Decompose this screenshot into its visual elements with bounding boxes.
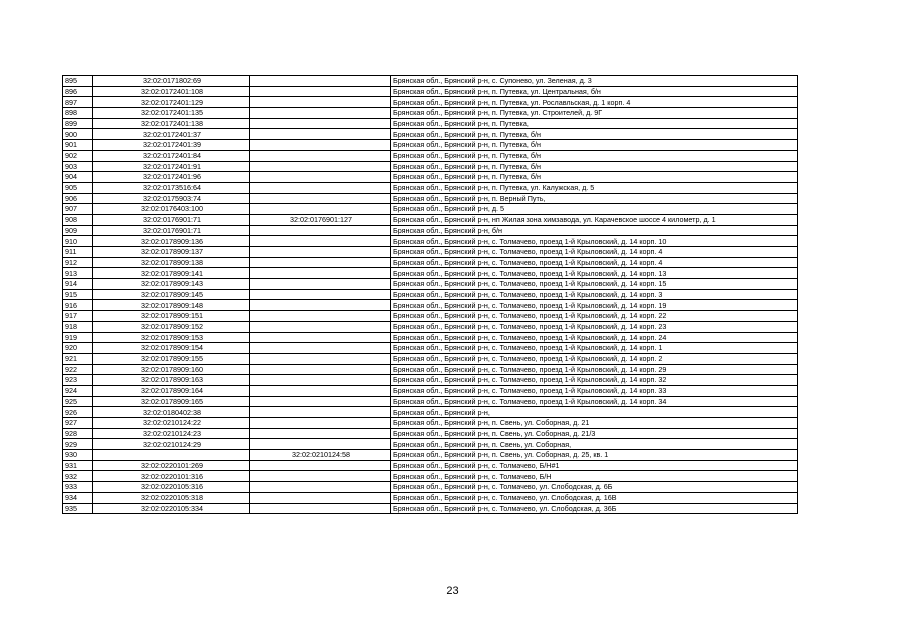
row-number-cell: 896 <box>63 86 93 97</box>
row-number-cell: 921 <box>63 353 93 364</box>
row-number-cell: 905 <box>63 182 93 193</box>
row-number-cell: 897 <box>63 97 93 108</box>
address-cell: Брянская обл., Брянский р-н, с. Супонево, ул. Зеленая, д. 3 <box>391 76 798 87</box>
related-cadastral-number-cell <box>250 76 391 87</box>
row-number-cell: 914 <box>63 279 93 290</box>
row-number-cell: 909 <box>63 225 93 236</box>
address-cell: Брянская обл., Брянский р-н, с. Толмачево, ул. Слободская, д. 36Б <box>391 503 798 514</box>
related-cadastral-number-cell <box>250 97 391 108</box>
related-cadastral-number-cell <box>250 129 391 140</box>
row-number-cell: 927 <box>63 418 93 429</box>
table-row <box>63 407 798 418</box>
cadastral-number-cell: 32:02:0220101:269 <box>93 460 250 471</box>
address-cell: Брянская обл., Брянский р-н, с. Толмачево, проезд 1-й Крыловский, д. 14 корп. 1 <box>391 343 798 354</box>
row-number-cell: 900 <box>63 129 93 140</box>
cadastral-number-cell: 32:02:0178909:160 <box>93 364 250 375</box>
table-row <box>63 118 798 129</box>
related-cadastral-number-cell <box>250 247 391 258</box>
table-row <box>63 268 798 279</box>
related-cadastral-number-cell <box>250 257 391 268</box>
row-number-cell: 917 <box>63 311 93 322</box>
row-number-cell: 930 <box>63 450 93 461</box>
cadastral-number-cell: 32:02:0178909:155 <box>93 353 250 364</box>
address-cell: Брянская обл., Брянский р-н, п. Путевка, ул. Калужская, д. 5 <box>391 182 798 193</box>
row-number-cell: 912 <box>63 257 93 268</box>
address-cell: Брянская обл., Брянский р-н, с. Толмачево, Б/Н <box>391 471 798 482</box>
table-row <box>63 247 798 258</box>
row-number-cell: 899 <box>63 118 93 129</box>
address-cell: Брянская обл., Брянский р-н, с. Толмачево, проезд 1-й Крыловский, д. 14 корп. 3 <box>391 289 798 300</box>
table-row <box>63 257 798 268</box>
cadastral-number-cell: 32:02:0210124:22 <box>93 418 250 429</box>
row-number-cell: 935 <box>63 503 93 514</box>
cadastral-number-cell: 32:02:0178909:164 <box>93 385 250 396</box>
table-row <box>63 108 798 119</box>
cadastral-number-cell: 32:02:0178909:136 <box>93 236 250 247</box>
address-cell: Брянская обл., Брянский р-н, п. Путевка, ул. Центральная, б/н <box>391 86 798 97</box>
address-cell: Брянская обл., Брянский р-н, с. Толмачево, проезд 1-й Крыловский, д. 14 корп. 10 <box>391 236 798 247</box>
related-cadastral-number-cell <box>250 364 391 375</box>
row-number-cell: 933 <box>63 482 93 493</box>
address-cell: Брянская обл., Брянский р-н, с. Толмачево, проезд 1-й Крыловский, д. 14 корп. 15 <box>391 279 798 290</box>
row-number-cell: 931 <box>63 460 93 471</box>
address-cell: Брянская обл., Брянский р-н, д. 5 <box>391 204 798 215</box>
row-number-cell: 901 <box>63 140 93 151</box>
cadastral-number-cell: 32:02:0180402:38 <box>93 407 250 418</box>
row-number-cell: 913 <box>63 268 93 279</box>
table-row <box>63 482 798 493</box>
address-cell: Брянская обл., Брянский р-н, п. Свень, ул. Соборная, д. 25, кв. 1 <box>391 450 798 461</box>
related-cadastral-number-cell <box>250 204 391 215</box>
table-row <box>63 140 798 151</box>
address-cell: Брянская обл., Брянский р-н, п. Путевка, б/н <box>391 172 798 183</box>
related-cadastral-number-cell <box>250 193 391 204</box>
address-cell: Брянская обл., Брянский р-н, нп Жилая зона химзавода, ул. Карачевское шоссе 4 километр, д. 1 <box>391 214 798 225</box>
row-number-cell: 907 <box>63 204 93 215</box>
related-cadastral-number-cell <box>250 321 391 332</box>
cadastral-number-cell: 32:02:0210124:29 <box>93 439 250 450</box>
address-cell: Брянская обл., Брянский р-н, п. Путевка, ул. Рославльская, д. 1 корп. 4 <box>391 97 798 108</box>
row-number-cell: 919 <box>63 332 93 343</box>
row-number-cell: 923 <box>63 375 93 386</box>
related-cadastral-number-cell <box>250 460 391 471</box>
related-cadastral-number-cell <box>250 503 391 514</box>
row-number-cell: 911 <box>63 247 93 258</box>
cadastral-number-cell: 32:02:0172401:84 <box>93 150 250 161</box>
address-cell: Брянская обл., Брянский р-н, с. Толмачево, проезд 1-й Крыловский, д. 14 корп. 23 <box>391 321 798 332</box>
table-row <box>63 418 798 429</box>
row-number-cell: 908 <box>63 214 93 225</box>
table-row <box>63 300 798 311</box>
cadastral-number-cell: 32:02:0172401:39 <box>93 140 250 151</box>
cadastral-number-cell: 32:02:0178909:148 <box>93 300 250 311</box>
related-cadastral-number-cell <box>250 385 391 396</box>
row-number-cell: 918 <box>63 321 93 332</box>
address-cell: Брянская обл., Брянский р-н, с. Толмачево, проезд 1-й Крыловский, д. 14 корп. 13 <box>391 268 798 279</box>
table-row <box>63 204 798 215</box>
cadastral-number-cell: 32:02:0175903:74 <box>93 193 250 204</box>
cadastral-number-cell: 32:02:0178909:141 <box>93 268 250 279</box>
table-row <box>63 375 798 386</box>
cadastral-number-cell: 32:02:0172401:138 <box>93 118 250 129</box>
row-number-cell: 928 <box>63 428 93 439</box>
row-number-cell: 904 <box>63 172 93 183</box>
table-row <box>63 385 798 396</box>
table-row <box>63 86 798 97</box>
row-number-cell: 929 <box>63 439 93 450</box>
table-row <box>63 279 798 290</box>
related-cadastral-number-cell <box>250 289 391 300</box>
address-cell: Брянская обл., Брянский р-н, п. Путевка, б/н <box>391 150 798 161</box>
cadastral-number-cell: 32:02:0178909:137 <box>93 247 250 258</box>
row-number-cell: 915 <box>63 289 93 300</box>
table-row <box>63 396 798 407</box>
row-number-cell: 898 <box>63 108 93 119</box>
cadastral-number-cell: 32:02:0176901:71 <box>93 225 250 236</box>
address-cell: Брянская обл., Брянский р-н, п. Свень, ул. Соборная, д. 21/3 <box>391 428 798 439</box>
row-number-cell: 920 <box>63 343 93 354</box>
cadastral-number-cell: 32:02:0178909:153 <box>93 332 250 343</box>
related-cadastral-number-cell <box>250 140 391 151</box>
related-cadastral-number-cell <box>250 482 391 493</box>
address-cell: Брянская обл., Брянский р-н, б/н <box>391 225 798 236</box>
cadastral-number-cell: 32:02:0172401:108 <box>93 86 250 97</box>
table-row <box>63 311 798 322</box>
table-row <box>63 129 798 140</box>
table-row <box>63 321 798 332</box>
cadastral-number-cell: 32:02:0178909:138 <box>93 257 250 268</box>
table-row <box>63 428 798 439</box>
address-cell: Брянская обл., Брянский р-н, с. Толмачево, проезд 1-й Крыловский, д. 14 корп. 24 <box>391 332 798 343</box>
address-cell: Брянская обл., Брянский р-н, с. Толмачево, проезд 1-й Крыловский, д. 14 корп. 29 <box>391 364 798 375</box>
row-number-cell: 903 <box>63 161 93 172</box>
address-cell: Брянская обл., Брянский р-н, с. Толмачево, проезд 1-й Крыловский, д. 14 корп. 4 <box>391 247 798 258</box>
cadastral-number-cell: 32:02:0178909:145 <box>93 289 250 300</box>
cadastral-number-cell: 32:02:0172401:129 <box>93 97 250 108</box>
table-row <box>63 503 798 514</box>
table-row <box>63 460 798 471</box>
table-row <box>63 492 798 503</box>
address-cell: Брянская обл., Брянский р-н, с. Толмачево, ул. Слободская, д. 16В <box>391 492 798 503</box>
address-cell: Брянская обл., Брянский р-н, п. Путевка, <box>391 118 798 129</box>
cadastral-number-cell: 32:02:0172401:37 <box>93 129 250 140</box>
cadastral-number-cell: 32:02:0178909:154 <box>93 343 250 354</box>
related-cadastral-number-cell <box>250 182 391 193</box>
table-row <box>63 332 798 343</box>
table-row <box>63 450 798 461</box>
related-cadastral-number-cell <box>250 439 391 450</box>
related-cadastral-number-cell <box>250 418 391 429</box>
row-number-cell: 932 <box>63 471 93 482</box>
related-cadastral-number-cell <box>250 236 391 247</box>
table-row <box>63 353 798 364</box>
cadastral-number-cell: 32:02:0178909:151 <box>93 311 250 322</box>
row-number-cell: 922 <box>63 364 93 375</box>
property-table <box>62 75 798 514</box>
related-cadastral-number-cell <box>250 407 391 418</box>
related-cadastral-number-cell <box>250 279 391 290</box>
related-cadastral-number-cell <box>250 161 391 172</box>
table-row <box>63 364 798 375</box>
cadastral-number-cell: 32:02:0178909:163 <box>93 375 250 386</box>
cadastral-number-cell: 32:02:0220105:334 <box>93 503 250 514</box>
cadastral-number-cell: 32:02:0173516:64 <box>93 182 250 193</box>
address-cell: Брянская обл., Брянский р-н, с. Толмачево, проезд 1-й Крыловский, д. 14 корп. 33 <box>391 385 798 396</box>
table-row <box>63 289 798 300</box>
address-cell: Брянская обл., Брянский р-н, п. Верный Путь, <box>391 193 798 204</box>
cadastral-number-cell: 32:02:0176901:71 <box>93 214 250 225</box>
table-row <box>63 97 798 108</box>
related-cadastral-number-cell <box>250 225 391 236</box>
cadastral-number-cell: 32:02:0178909:152 <box>93 321 250 332</box>
table-row <box>63 225 798 236</box>
row-number-cell: 926 <box>63 407 93 418</box>
table-row <box>63 236 798 247</box>
table-row <box>63 193 798 204</box>
address-cell: Брянская обл., Брянский р-н, с. Толмачево, проезд 1-й Крыловский, д. 14 корп. 19 <box>391 300 798 311</box>
cadastral-number-cell: 32:02:0220101:316 <box>93 471 250 482</box>
cadastral-number-cell: 32:02:0172401:96 <box>93 172 250 183</box>
related-cadastral-number-cell <box>250 311 391 322</box>
row-number-cell: 916 <box>63 300 93 311</box>
related-cadastral-number-cell <box>250 150 391 161</box>
address-cell: Брянская обл., Брянский р-н, п. Путевка, б/н <box>391 140 798 151</box>
cadastral-number-cell: 32:02:0178909:165 <box>93 396 250 407</box>
cadastral-number-cell: 32:02:0220105:318 <box>93 492 250 503</box>
page-number: 23 <box>446 585 459 597</box>
row-number-cell: 925 <box>63 396 93 407</box>
related-cadastral-number-cell <box>250 172 391 183</box>
related-cadastral-number-cell <box>250 471 391 482</box>
table-row <box>63 343 798 354</box>
address-cell: Брянская обл., Брянский р-н, с. Толмачево, ул. Слободская, д. 6Б <box>391 482 798 493</box>
related-cadastral-number-cell <box>250 86 391 97</box>
cadastral-number-cell: 32:02:0178909:143 <box>93 279 250 290</box>
related-cadastral-number-cell <box>250 332 391 343</box>
address-cell: Брянская обл., Брянский р-н, с. Толмачево, проезд 1-й Крыловский, д. 14 корп. 4 <box>391 257 798 268</box>
table-row <box>63 76 798 87</box>
row-number-cell: 902 <box>63 150 93 161</box>
address-cell: Брянская обл., Брянский р-н, п. Путевка, ул. Строителей, д. 9Г <box>391 108 798 119</box>
cadastral-number-cell: 32:02:0172401:91 <box>93 161 250 172</box>
related-cadastral-number-cell: 32:02:0176901:127 <box>250 214 391 225</box>
table-row <box>63 172 798 183</box>
address-cell: Брянская обл., Брянский р-н, с. Толмачево, проезд 1-й Крыловский, д. 14 корп. 34 <box>391 396 798 407</box>
cadastral-number-cell <box>93 450 250 461</box>
table-body <box>63 76 798 514</box>
row-number-cell: 906 <box>63 193 93 204</box>
related-cadastral-number-cell <box>250 343 391 354</box>
address-cell: Брянская обл., Брянский р-н, с. Толмачево, проезд 1-й Крыловский, д. 14 корп. 2 <box>391 353 798 364</box>
row-number-cell: 895 <box>63 76 93 87</box>
cadastral-number-cell: 32:02:0176403:100 <box>93 204 250 215</box>
address-cell: Брянская обл., Брянский р-н, п. Свень, ул. Соборная, д. 21 <box>391 418 798 429</box>
address-cell: Брянская обл., Брянский р-н, п. Путевка, б/н <box>391 161 798 172</box>
table-row <box>63 471 798 482</box>
related-cadastral-number-cell <box>250 300 391 311</box>
row-number-cell: 934 <box>63 492 93 503</box>
related-cadastral-number-cell <box>250 108 391 119</box>
cadastral-number-cell: 32:02:0220105:316 <box>93 482 250 493</box>
table-row <box>63 150 798 161</box>
cadastral-number-cell: 32:02:0210124:23 <box>93 428 250 439</box>
related-cadastral-number-cell <box>250 375 391 386</box>
address-cell: Брянская обл., Брянский р-н, с. Толмачево, Б/Н#1 <box>391 460 798 471</box>
table-row <box>63 439 798 450</box>
row-number-cell: 924 <box>63 385 93 396</box>
related-cadastral-number-cell <box>250 492 391 503</box>
table-row <box>63 214 798 225</box>
related-cadastral-number-cell <box>250 396 391 407</box>
related-cadastral-number-cell <box>250 353 391 364</box>
cadastral-number-cell: 32:02:0172401:135 <box>93 108 250 119</box>
row-number-cell: 910 <box>63 236 93 247</box>
cadastral-number-cell: 32:02:0171802:69 <box>93 76 250 87</box>
related-cadastral-number-cell: 32:02:0210124:58 <box>250 450 391 461</box>
table-row <box>63 182 798 193</box>
related-cadastral-number-cell <box>250 428 391 439</box>
address-cell: Брянская обл., Брянский р-н, с. Толмачево, проезд 1-й Крыловский, д. 14 корп. 22 <box>391 311 798 322</box>
address-cell: Брянская обл., Брянский р-н, <box>391 407 798 418</box>
address-cell: Брянская обл., Брянский р-н, с. Толмачево, проезд 1-й Крыловский, д. 14 корп. 32 <box>391 375 798 386</box>
related-cadastral-number-cell <box>250 268 391 279</box>
address-cell: Брянская обл., Брянский р-н, п. Путевка, б/н <box>391 129 798 140</box>
table-row <box>63 161 798 172</box>
address-cell: Брянская обл., Брянский р-н, п. Свень, ул. Соборная, <box>391 439 798 450</box>
related-cadastral-number-cell <box>250 118 391 129</box>
